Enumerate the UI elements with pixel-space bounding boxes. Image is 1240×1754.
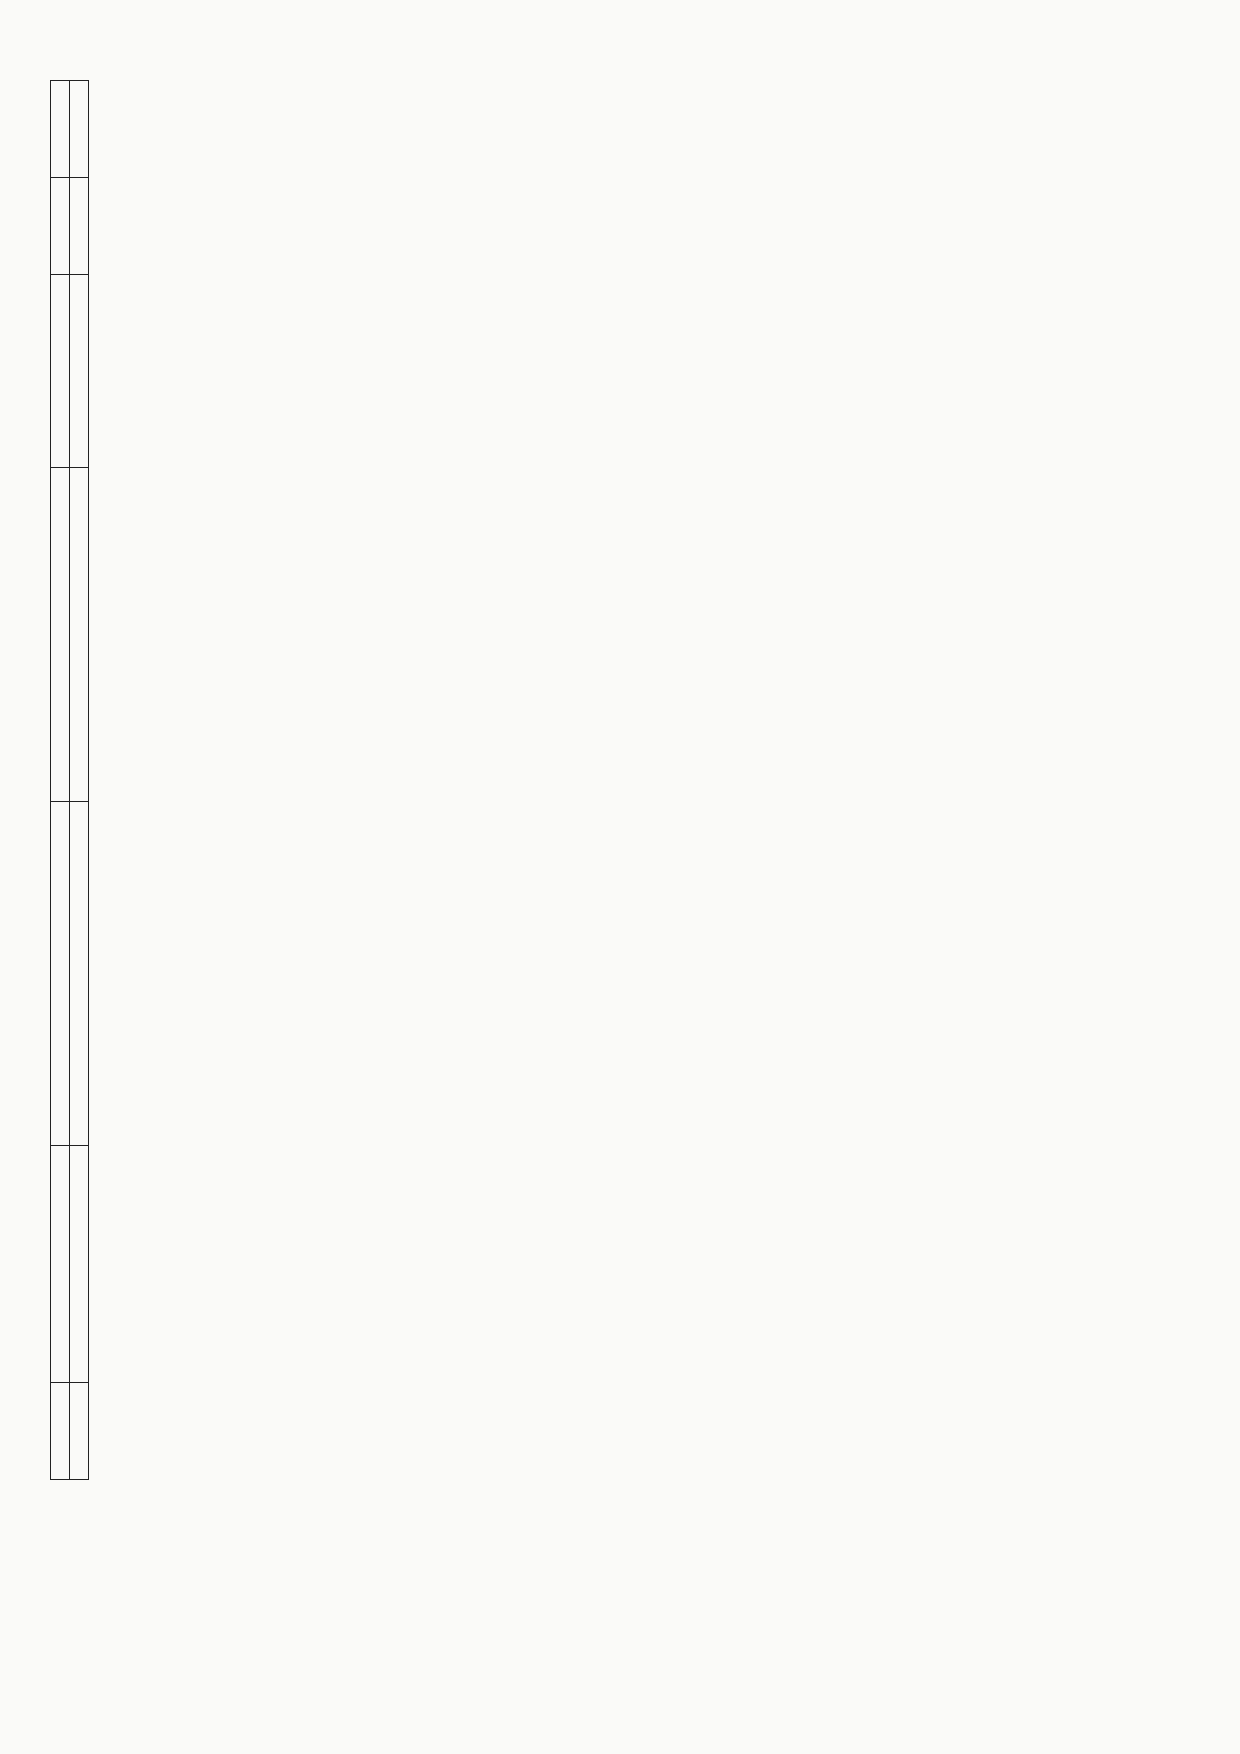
materials-table (50, 80, 89, 1480)
header-works (51, 802, 70, 1146)
rotated-table-wrapper (50, 80, 1150, 1480)
column-number-row (70, 81, 89, 1480)
header-gost (51, 274, 70, 468)
column-number (70, 468, 89, 802)
column-number (70, 802, 89, 1146)
header-unit (51, 177, 70, 274)
column-number (70, 81, 89, 178)
column-number (70, 1146, 89, 1383)
header-quantity (51, 81, 70, 178)
column-number (70, 1383, 89, 1480)
column-number (70, 177, 89, 274)
header-number (51, 1383, 70, 1480)
header-row (51, 81, 70, 1480)
header-materials (51, 468, 70, 802)
column-number (70, 274, 89, 468)
header-name (51, 1146, 70, 1383)
